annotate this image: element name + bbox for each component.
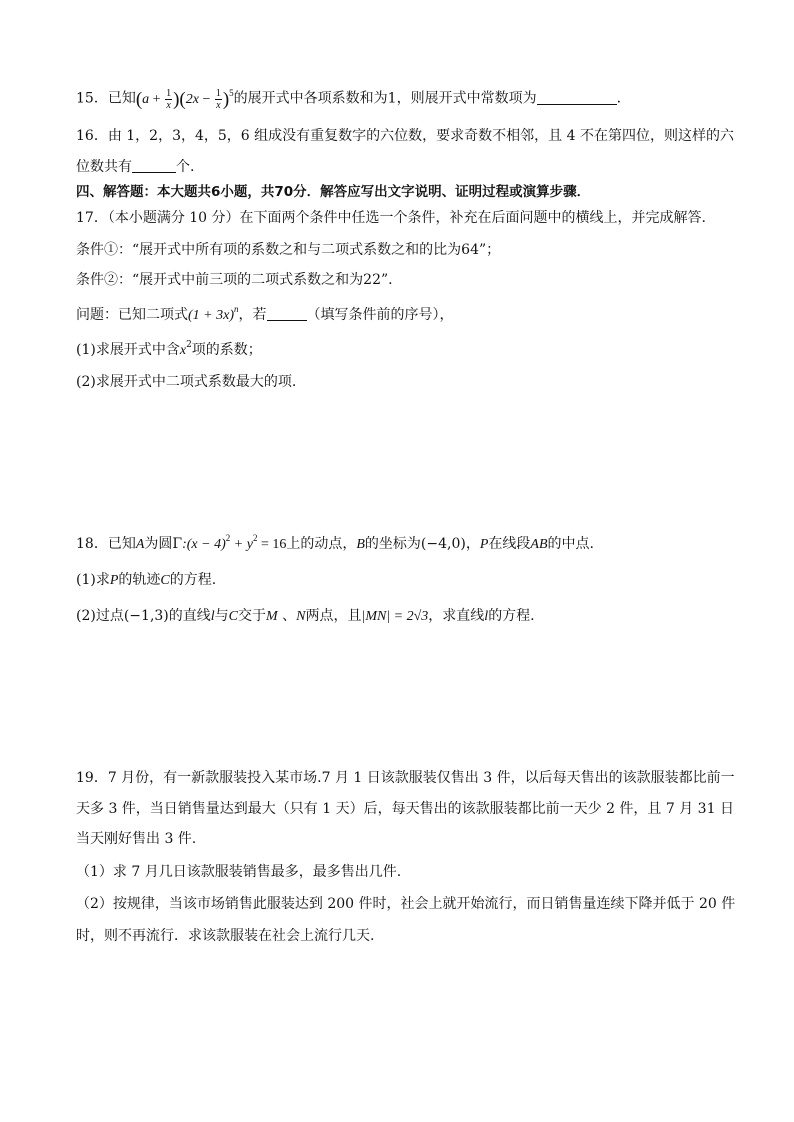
circle-equation: :(x − $4)^2 + y^2 = 16$	[182, 533, 287, 552]
q15-number: 15．已知	[76, 90, 136, 107]
q18-part-1: (1)求P的轨迹C的方程.	[76, 572, 217, 588]
q19-line3: 当天刚好售出 3 件.	[76, 831, 197, 847]
section-heading: 四、解答题：本大题共6小题，共70分．解答应写出文字说明、证明过程或演算步骤．	[76, 184, 591, 200]
chord-length: |MN| = 2√3	[361, 609, 429, 624]
q19-part-1: （1）求 7 月几日该款服装销售最多，最多售出几件.	[76, 864, 402, 880]
q17-condition-blank[interactable]	[267, 306, 307, 321]
q17-intro: 17．（本小题满分 10 分）在下面两个条件中任选一个条件，补充在后面问题中的横线上，并完成解答.	[76, 210, 706, 226]
q17-part-1: (1)求展开式中含$x^2$项的系数；	[76, 340, 262, 358]
q15-line: 15．已知(a + $\frac{1}{x}$ )(2x − $\frac{1}{x}$ )$^5$的展开式中各项系数和为1，则展开式中常数项为 .	[76, 87, 622, 111]
q15-formula: (a + $\frac{1}{x}$ )(2x − $\frac{1}{x}$ )$^5$	[135, 87, 234, 111]
q16-line2: 位数共有 个.	[76, 159, 195, 175]
q17-part-2: (2)求展开式中二项式系数最大的项.	[76, 374, 297, 390]
q19-line2: 天多 3 件，当日销售量达到最大（只有 1 天）后，每天售出的该款服装都比前一天少 2 件，且 7 月 31 日	[76, 801, 734, 817]
q19-line1: 19．7 月份，有一新款服装投入某市场.7 月 1 日该款服装仅售出 3 件，以后每天售出的该款服装都比前一	[76, 770, 735, 786]
q18-line1: 18．已知A为圆Γ:(x − $4)^2 + y^2 = 16$上的动点，B的坐标为(−4,0)，P在线段AB的中点.	[76, 533, 594, 552]
binomial-expression: (1 + 3x)	[188, 308, 234, 323]
q15-text: 的展开式中各项系数和为1，则展开式中常数项为	[233, 90, 537, 107]
q19-part-2-line1: （2）按规律，当该市场销售此服装达到 200 件时，社会上就开始流行，而日销售量连续下降并低于 20 件	[76, 896, 736, 912]
q19-part-2-line2: 时，则不再流行．求该款服装在社会上流行几天.	[76, 928, 375, 944]
q16-line1: 16．由 1，2，3，4，5，6 组成没有重复数字的六位数，要求奇数不相邻，且 4 不在第四位，则这样的六	[76, 128, 734, 144]
q18-part-2: (2)过点(−1,3)的直线l与C交于M 、N两点，且|MN| = 2√3，求直线l的方程.	[76, 608, 535, 624]
q17-condition-2: 条件②：“展开式中前三项的二项式系数之和为22”.	[76, 272, 393, 288]
q17-condition-1: 条件①：“展开式中所有项的系数之和与二项式系数之和的比为64”；	[76, 242, 501, 258]
q15-answer-blank[interactable]	[537, 90, 617, 105]
q16-answer-blank[interactable]	[132, 158, 176, 173]
q17-problem: 问题：已知二项式$(1 + 3x)^n$，若 （填写条件前的序号），	[76, 304, 454, 323]
